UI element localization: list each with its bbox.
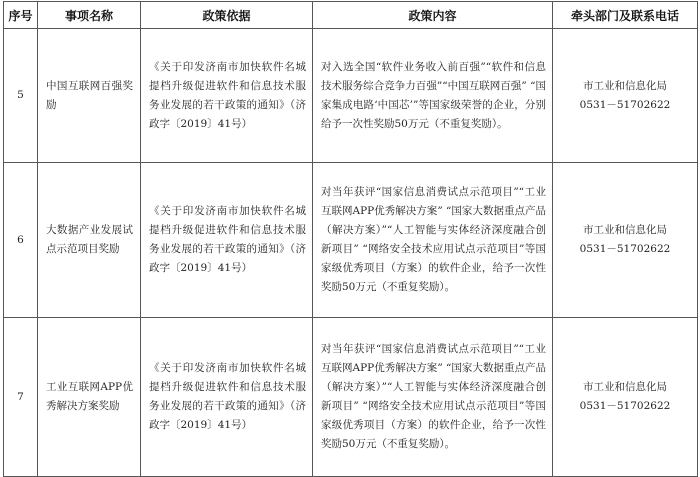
policy-content: 对当年获评“国家信息消费试点示范项目”“工业互联网APP优秀解决方案” “国家大数据重点产品（解决方案）”“人工智能与实体经济深度融合创新项目” “网络安全技术应用试点示范项目”等国家级优秀项目（方案）的软件企业，给予一次性奖励50万元（不重复奖励）。 — [313, 318, 553, 477]
table-body — [4, 29, 698, 477]
policy-basis: 《关于印发济南市加快软件名城提档升级促进软件和信息技术服务业发展的若干政策的通知》（济政字〔2019〕41号） — [141, 163, 313, 318]
item-name: 大数据产业发展试点示范项目奖励 — [38, 163, 141, 318]
contact-cell — [553, 29, 698, 163]
header-no: 序号 — [4, 2, 38, 29]
table-row — [4, 29, 698, 163]
header-item-name: 事项名称 — [38, 2, 141, 29]
header-contact: 牵头部门及联系电话 — [553, 2, 698, 29]
row-number: 6 — [4, 163, 38, 318]
contact-cell — [553, 318, 698, 477]
policy-basis: 《关于印发济南市加快软件名城提档升级促进软件和信息技术服务业发展的若干政策的通知》（济政字〔2019〕41号） — [141, 29, 313, 163]
row-number: 7 — [4, 318, 38, 477]
table-row — [4, 163, 698, 318]
policy-basis: 《关于印发济南市加快软件名城提档升级促进软件和信息技术服务业发展的若干政策的通知》（济政字〔2019〕41号） — [141, 318, 313, 477]
item-name: 工业互联网APP优秀解决方案奖励 — [38, 318, 141, 477]
contact-phone: 0531－51702622 — [579, 400, 671, 412]
table-header — [4, 2, 698, 29]
contact-phone: 0531－51702622 — [579, 243, 671, 255]
item-name: 中国互联网百强奖励 — [38, 29, 141, 163]
contact-department: 市工业和信息化局 — [583, 381, 667, 393]
table-row — [4, 318, 698, 477]
contact-phone: 0531－51702622 — [579, 98, 671, 111]
header-row — [4, 2, 698, 29]
contact-department: 市工业和信息化局 — [583, 224, 667, 236]
header-policy-basis: 政策依据 — [141, 2, 313, 29]
policy-table — [3, 1, 698, 477]
policy-content: 对入选全国“软件业务收入前百强”“软件和信息技术服务综合竞争力百强”“中国互联网百强” “国家集成电路‘中国芯’”等国家级荣誉的企业，分别给予一次性奖励50万元（不重复奖励）。 — [313, 29, 553, 163]
contact-cell — [553, 163, 698, 318]
policy-content: 对当年获评“国家信息消费试点示范项目”“工业互联网APP优秀解决方案” “国家大数据重点产品（解决方案）”“人工智能与实体经济深度融合创新项目” “网络安全技术应用试点示范项目”等国家级优秀项目（方案）的软件企业，给予一次性奖励50万元（不重复奖励）。 — [313, 163, 553, 318]
row-number: 5 — [4, 29, 38, 163]
header-policy-content: 政策内容 — [313, 2, 553, 29]
contact-department: 市工业和信息化局 — [583, 79, 667, 92]
